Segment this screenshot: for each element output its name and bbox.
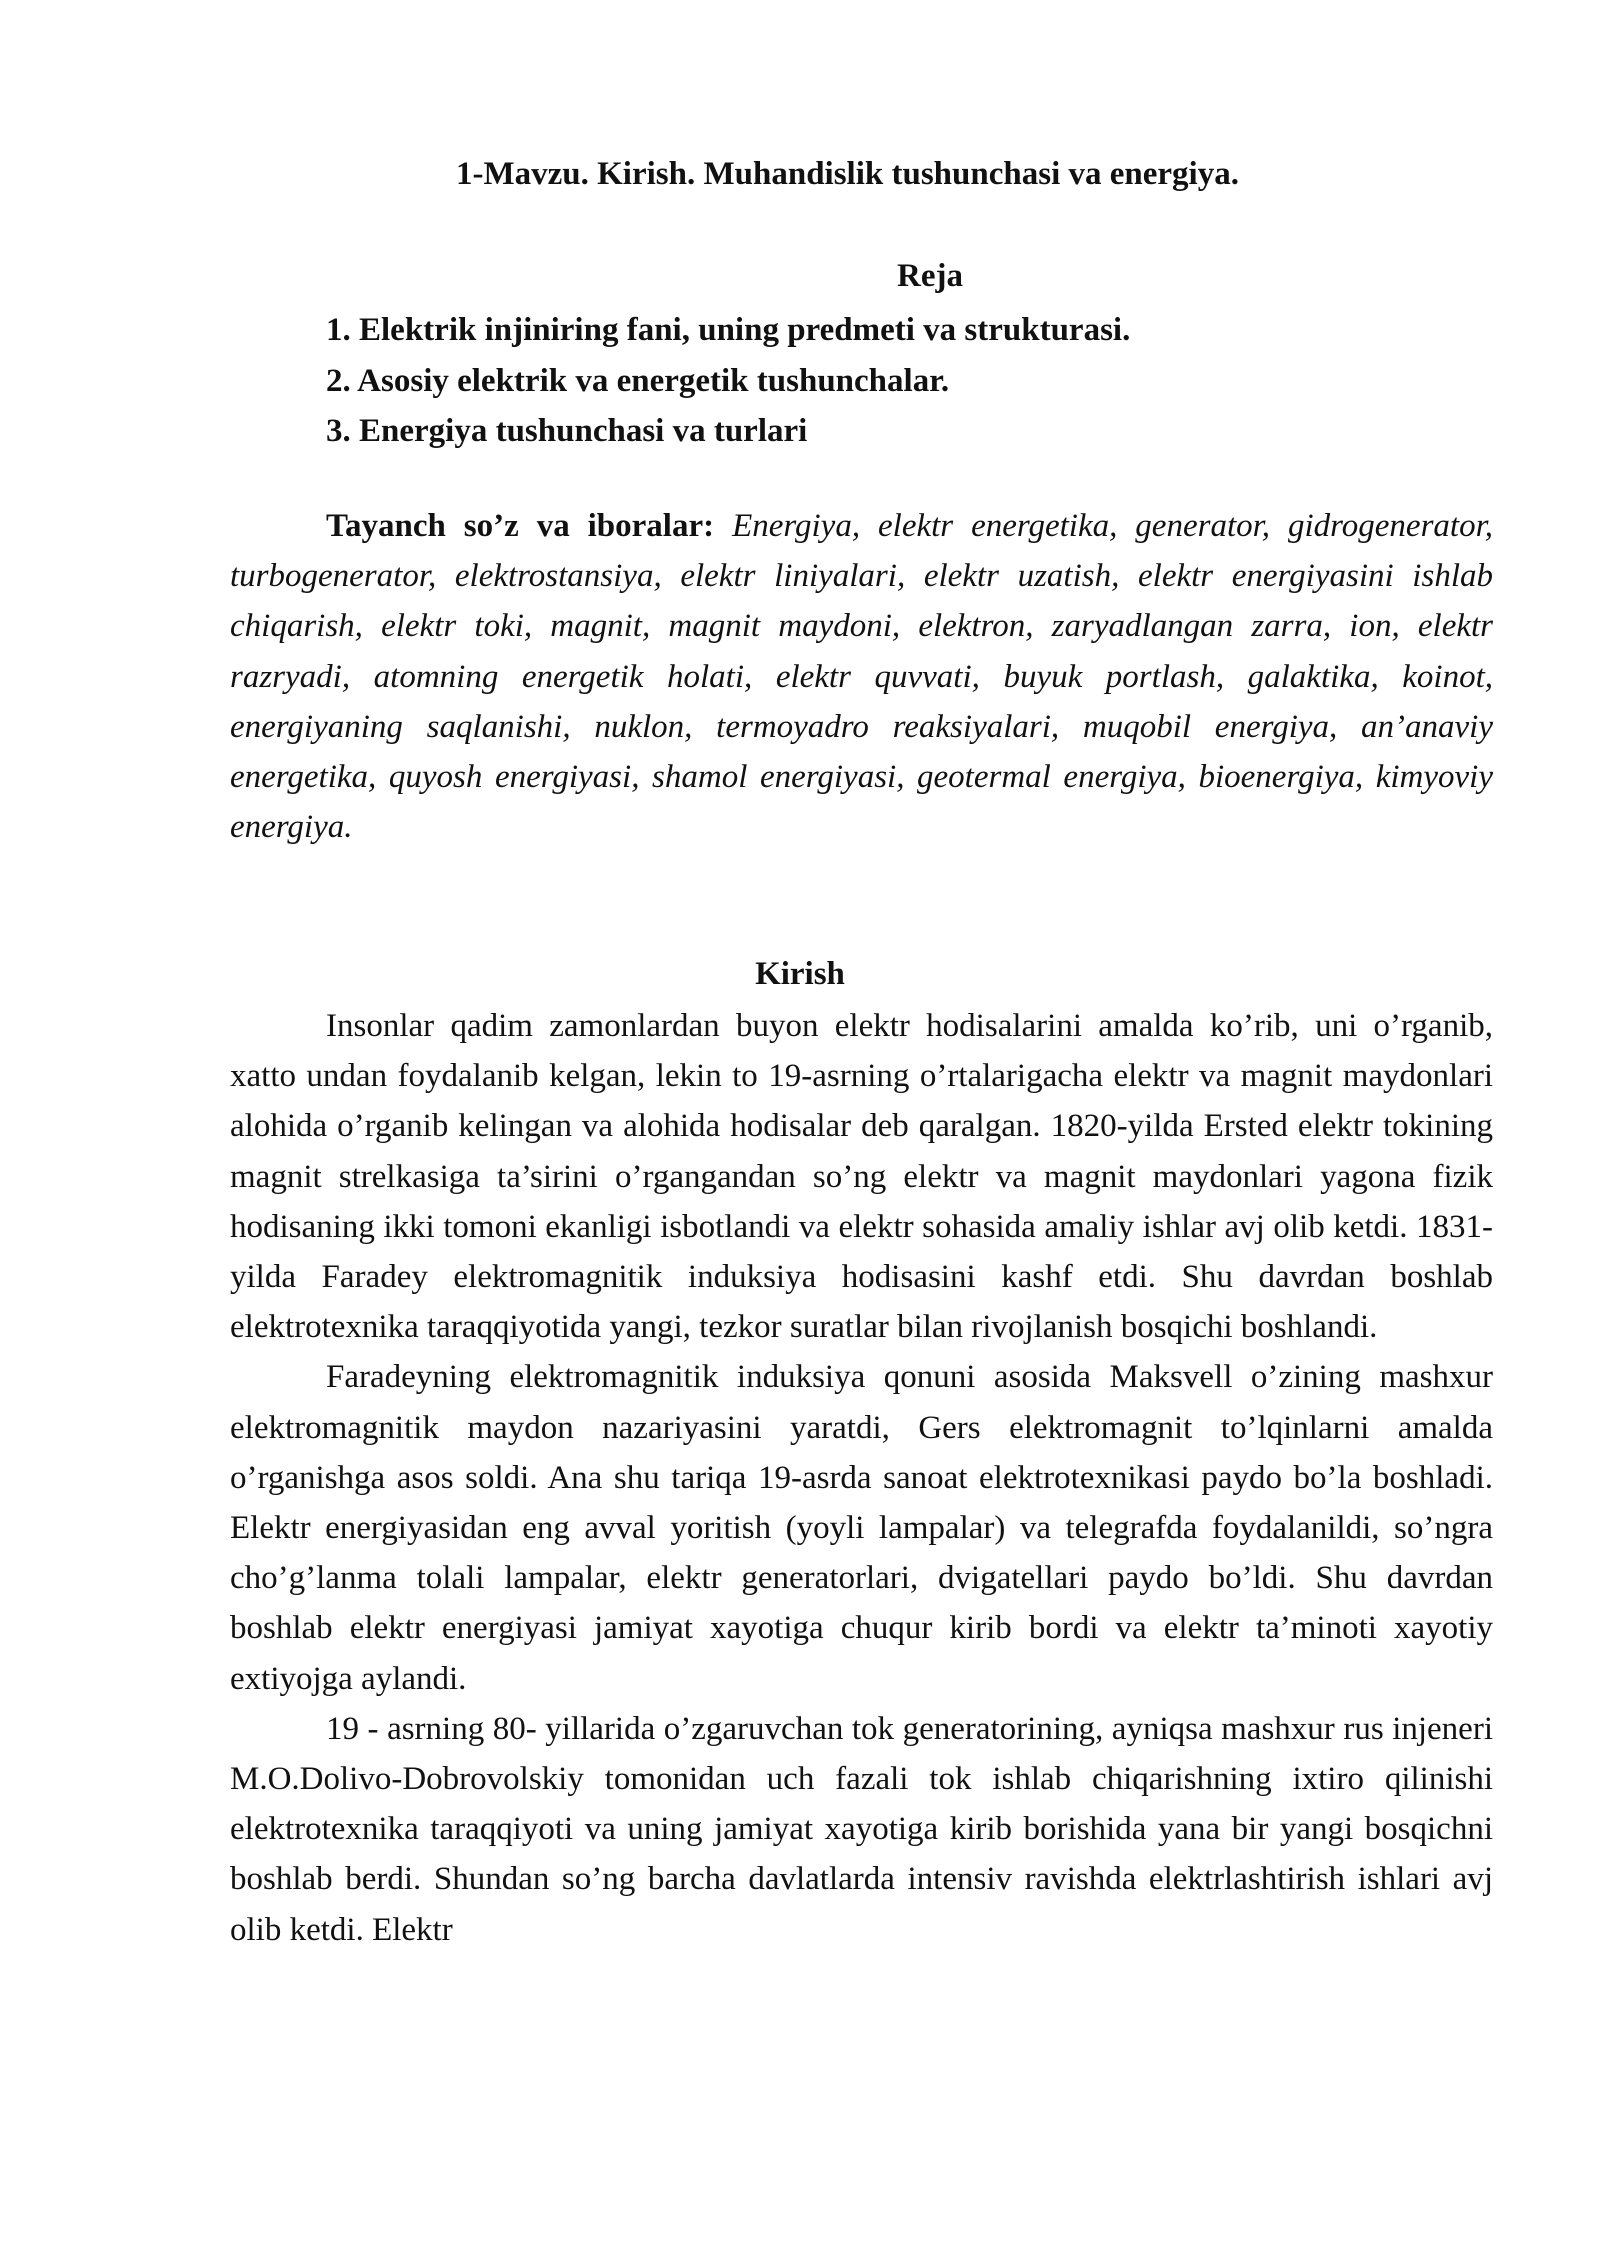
body-paragraph: Insonlar qadim zamonlardan buyon elektr hodisalarini amalda ko’rib, uni o’rganib, xatto undan foydalanib kelgan, lekin to 19-asrning o’rtalarigacha elektr va magnit maydonlari alohida o’rganib kelingan va alohida hodisalar deb qaralgan. 1820-yilda Ersted elektr tokining magnit strelkasiga ta’sirini o’rgangandan so’ng elektr va magnit maydonlari yagona fizik hodisaning ikki tomoni ekanligi isbotlandi va elektr sohasida amaliy ishlar avj olib ketdi. 1831-yilda Faradey elektromagnitik induksiya hodisasini kashf etdi. Shu davrdan boshlab elektrotexnika taraqqiyotida yangi, tezkor suratlar bilan rivojlanish bosqichi boshlandi. bbox=[230, 1008, 1493, 1346]
topic-title: 1-Mavzu. Kirish. Muhandislik tushunchasi va energiya. bbox=[456, 156, 1239, 192]
plan-list bbox=[326, 305, 1130, 457]
body-paragraph: 19 - asrning 80- yillarida o’zgaruvchan tok generatorining, ayniqsa mashxur rus injeneri M.O.Dolivo-Dobrovolskiy tomonidan uch fazali tok ishlab chiqarishning ixtiro qilinishi elektrotexnika taraqqiyoti va uning jamiyat xayotiga kirib borishida yana bir yangi bosqichni boshlab berdi. Shundan so’ng barcha davlatlarda intensiv ravishda elektrlashtirish ishlari avj olib ketdi. Elektr bbox=[230, 1710, 1493, 1948]
plan-item: 2. Asosiy elektrik va energetik tushunchalar. bbox=[326, 362, 950, 399]
intro-body bbox=[230, 1001, 1493, 1955]
keywords-paragraph bbox=[230, 501, 1493, 852]
plan-heading: Reja bbox=[897, 258, 963, 294]
keywords-list: Energiya, elektr energetika, generator, gidrogenerator, turbogenerator, elektrostansiya, elektr liniyalari, elektr uzatish, elektr energiyasini ishlab chiqarish, elektr toki, magnit, magnit maydoni, elektron, zaryadlangan zarra, ion, elektr razryadi, atomning energetik holati, elektr quvvati, buyuk portlash, galaktika, koinot, energiyaning saqlanishi, nuklon, termoyadro reaksiyalari, muqobil energiya, an’anaviy energetika, quyosh energiyasi, shamol energiyasi, geotermal energiya, bioenergiya, kimyoviy energiya. bbox=[230, 508, 1494, 846]
keywords-label: Tayanch so’z va iboralar: bbox=[326, 508, 715, 544]
plan-item: 1. Elektrik injiniring fani, uning predmeti va strukturasi. bbox=[326, 312, 1131, 348]
plan-item: 3. Energiya tushunchasi va turlari bbox=[326, 413, 808, 449]
intro-heading: Kirish bbox=[755, 956, 845, 992]
body-paragraph: Faradeyning elektromagnitik induksiya qonuni asosida Maksvell o’zining mashxur elektromagnitik maydon nazariyasini yaratdi, Gers elektromagnit to’lqinlarni amalda o’rganishga asos soldi. Ana shu tariqa 19-asrda sanoat elektrotexnikasi paydo bo’la boshladi. Elektr energiyasidan eng avval yoritish (yoyli lampalar) va telegrafda foydalanildi, so’ngra cho’g’lanma tolali lampalar, elektr generatorlari, dvigatellari paydo bo’ldi. Shu davrdan boshlab elektr energiyasi jamiyat xayotiga chuqur kirib bordi va elektr ta’minoti xayotiy extiyojga aylandi. bbox=[230, 1359, 1493, 1697]
